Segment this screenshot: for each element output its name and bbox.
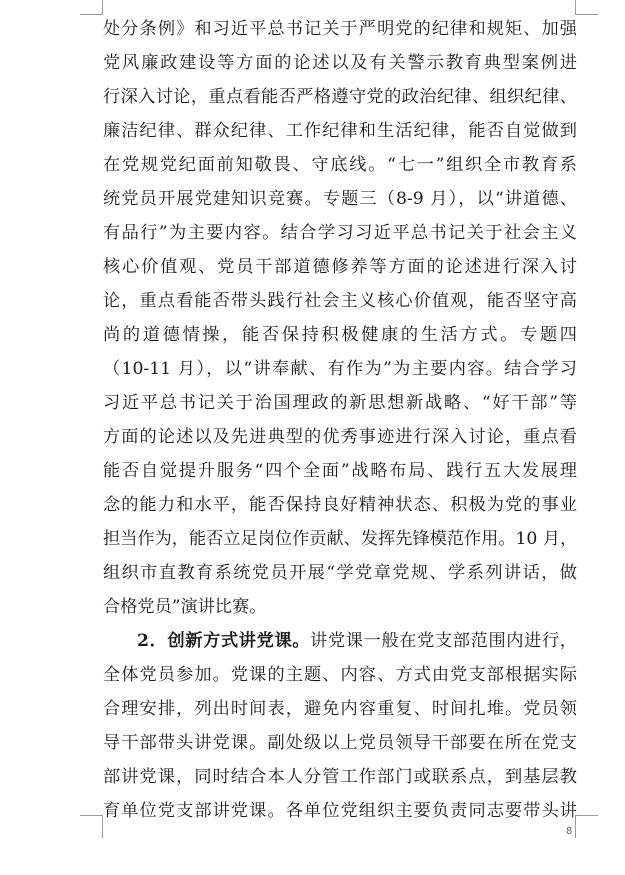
text-line: 组织市直教育系统党员开展“学党章党规、学系列讲话，做 <box>103 563 577 583</box>
text-line: 合理安排，列出时间表，避免内容重复、时间扎堆。党员领 <box>103 699 577 719</box>
text-line: 能否自觉提升服务“四个全面”战略布局、践行五大发展理 <box>103 461 577 481</box>
text-line: 统党员开展党建知识竞赛。专题三（8-9 月），以“讲道德、 <box>103 189 577 209</box>
text-line: 合格党员”演讲比赛。 <box>103 597 267 617</box>
paragraph-2-first-text: 讲党课一般在党支部范围内进行， <box>310 631 577 651</box>
text-line: 有品行”为主要内容。结合学习习近平总书记关于社会主义 <box>103 223 577 243</box>
text-line: 担当作为，能否立足岗位作贡献、发挥先锋模范作用。10 月， <box>103 529 578 549</box>
text-line: 尚的道德情操，能否保持积极健康的生活方式。专题四 <box>103 325 577 345</box>
crop-mark-top-left <box>80 0 103 15</box>
text-line: （10-11 月），以“讲奉献、有作为”为主要内容。结合学习 <box>103 359 577 379</box>
text-line: 导干部带头讲党课。副处级以上党员领导干部要在所在党支 <box>103 733 577 753</box>
paragraph-2-first-line <box>103 624 577 658</box>
text-line: 廉洁纪律、群众纪律、工作纪律和生活纪律，能否自觉做到 <box>103 121 577 141</box>
text-line: 核心价值观、党员干部道德修养等方面的论述进行深入讨 <box>103 257 577 277</box>
text-line: 处分条例》和习近平总书记关于严明党的纪律和规矩、加强 <box>103 19 577 39</box>
page-number: 8 <box>566 826 573 837</box>
text-line: 部讲党课，同时结合本人分管工作部门或联系点，到基层教 <box>103 767 577 787</box>
text-line: 在党规党纪面前知敬畏、守底线。“七一”组织全市教育系 <box>103 155 577 175</box>
document-body <box>103 12 577 828</box>
crop-mark-bottom-left <box>80 815 103 838</box>
text-line: 全体党员参加。党课的主题、内容、方式由党支部根据实际 <box>103 665 577 685</box>
paragraph-2-heading: 2．创新方式讲党课。 <box>137 631 311 651</box>
text-line: 论，重点看能否带头践行社会主义核心价值观，能否坚守高 <box>103 291 577 311</box>
text-line: 育单位党支部讲党课。各单位党组织主要负责同志要带头讲 <box>103 801 577 821</box>
text-line: 方面的论述以及先进典型的优秀事迹进行深入讨论，重点看 <box>103 427 577 447</box>
text-line: 习近平总书记关于治国理政的新思想新战略、“好干部”等 <box>103 393 577 413</box>
text-line: 念的能力和水平，能否保持良好精神状态、积极为党的事业 <box>103 495 577 515</box>
crop-mark-top-right <box>575 0 598 15</box>
text-line: 行深入讨论，重点看能否严格遵守党的政治纪律、组织纪律、 <box>103 87 577 107</box>
crop-mark-bottom-right <box>575 815 598 838</box>
text-line: 党风廉政建设等方面的论述以及有关警示教育典型案例进 <box>103 53 577 73</box>
